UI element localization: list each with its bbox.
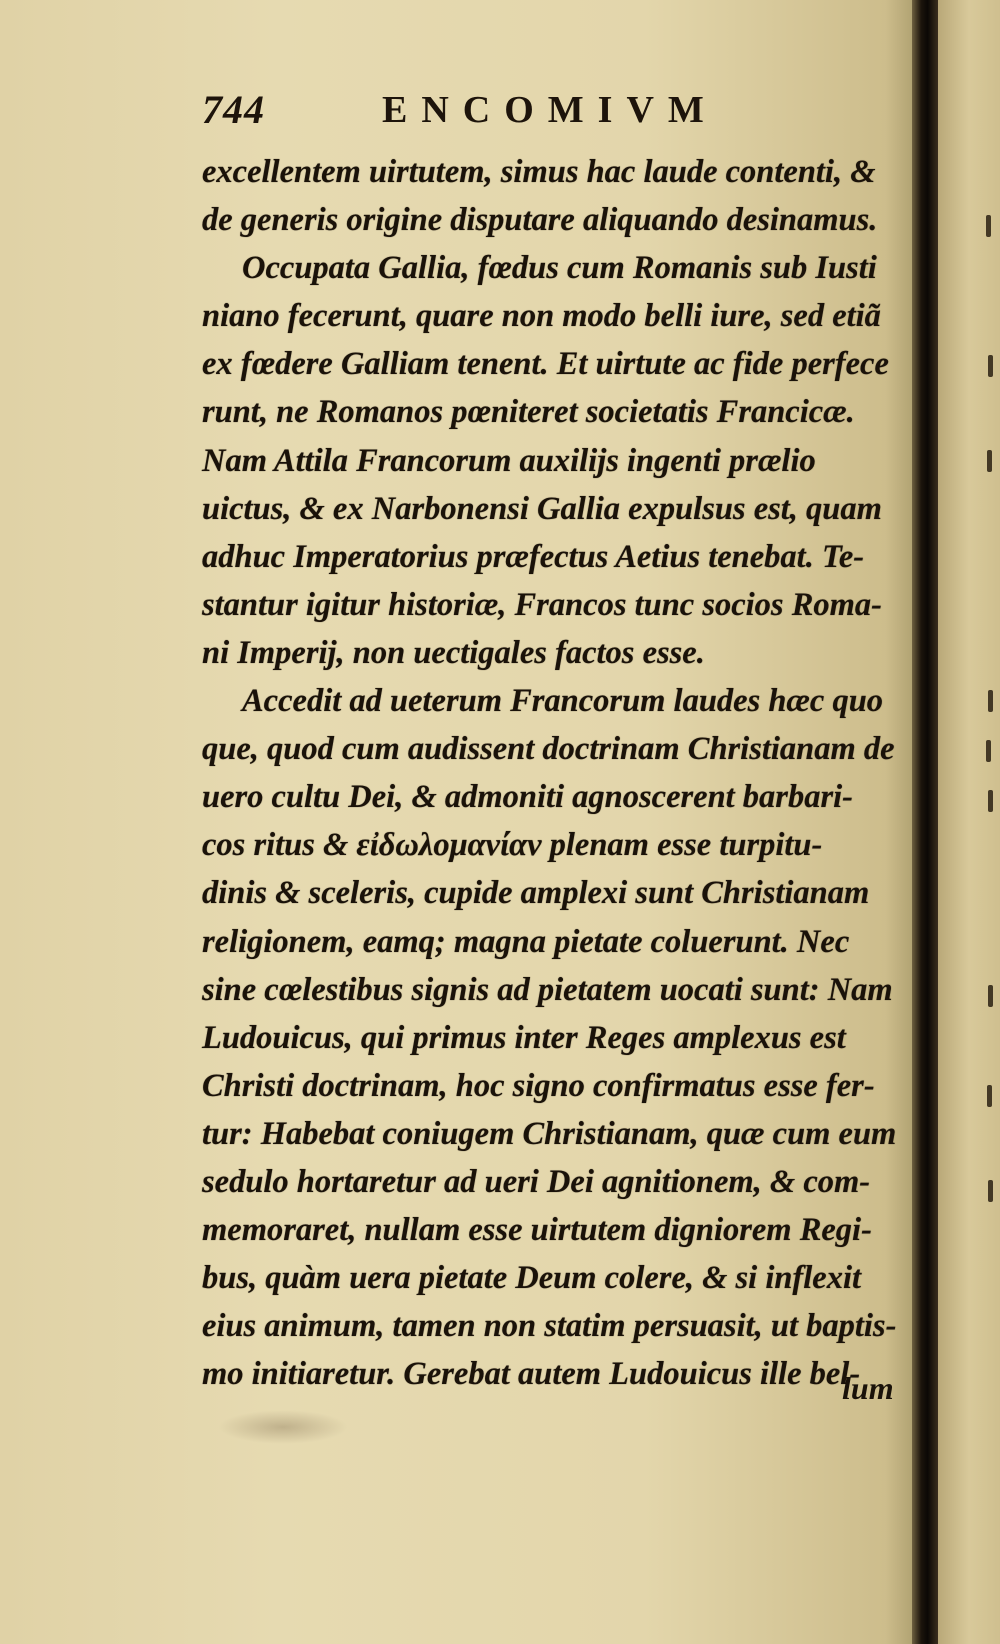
text-line: religionem, eamq; magna pietate coluerunt. Nec bbox=[202, 923, 850, 960]
text-line: runt, ne Romanos pœniteret societatis Francicæ. bbox=[202, 394, 855, 431]
text-line: Occupata Gallia, fœdus cum Romanis sub Iusti bbox=[242, 250, 877, 287]
running-head: ENCOMIVM bbox=[382, 89, 718, 131]
page-header bbox=[202, 86, 882, 136]
text-line: de generis origine disputare aliquando desinamus. bbox=[202, 202, 878, 239]
facing-page-ink-mark bbox=[988, 790, 993, 812]
text-line: eius animum, tamen non statim persuasit, ut baptis- bbox=[202, 1308, 897, 1345]
text-line: Nam Attila Francorum auxilijs ingenti prælio bbox=[202, 442, 816, 479]
text-line: sine cœlestibus signis ad pietatem uocati sunt: Nam bbox=[202, 971, 893, 1008]
facing-page-ink-mark bbox=[987, 450, 992, 472]
text-line: niano fecerunt, quare non modo belli iure, sed etiã bbox=[202, 298, 881, 335]
text-line: sedulo hortaretur ad ueri Dei agnitionem, & com- bbox=[202, 1163, 871, 1200]
book-gutter bbox=[912, 0, 938, 1644]
text-line: dinis & sceleris, cupide amplexi sunt Christianam bbox=[202, 875, 870, 912]
text-line: bus, quàm uera pietate Deum colere, & si inflexit bbox=[202, 1260, 862, 1297]
ink-smudge bbox=[218, 1410, 348, 1444]
body-text bbox=[202, 148, 897, 1398]
text-line: ex fœdere Galliam tenent. Et uirtute ac fide perfece bbox=[202, 346, 889, 383]
text-line: cos ritus & εἰδωλομανίαν plenam esse turpitu- bbox=[202, 827, 823, 864]
text-line: memoraret, nullam esse uirtutem digniorem Regi- bbox=[202, 1212, 872, 1249]
facing-page-ink-mark bbox=[987, 1085, 992, 1107]
facing-page-ink-mark bbox=[988, 1180, 993, 1202]
text-line: mo initiaretur. Gerebat autem Ludouicus ille bel- bbox=[202, 1356, 861, 1393]
text-line: ni Imperij, non uectigales factos esse. bbox=[202, 634, 705, 671]
page-number: 744 bbox=[202, 87, 265, 132]
text-line: Ludouicus, qui primus inter Reges amplexus est bbox=[202, 1019, 846, 1056]
text-line: que, quod cum audissent doctrinam Christianam de bbox=[202, 731, 895, 768]
text-line: stantur igitur historiæ, Francos tunc socios Roma- bbox=[202, 586, 882, 623]
facing-page-edge bbox=[938, 0, 1000, 1644]
facing-page-ink-mark bbox=[988, 985, 993, 1007]
text-line: Accedit ad ueterum Francorum laudes hæc quo bbox=[242, 683, 884, 720]
text-line: Christi doctrinam, hoc signo confirmatus esse fer- bbox=[202, 1067, 875, 1104]
text-line: uictus, & ex Narbonensi Gallia expulsus est, quam bbox=[202, 490, 882, 527]
text-line: uero cultu Dei, & admoniti agnoscerent barbari- bbox=[202, 779, 853, 816]
facing-page-ink-mark bbox=[988, 355, 993, 377]
facing-page-ink-mark bbox=[986, 740, 991, 762]
text-line: adhuc Imperatorius præfectus Aetius tenebat. Te- bbox=[202, 538, 865, 575]
text-line: tur: Habebat coniugem Christianam, quæ cum eum bbox=[202, 1115, 897, 1152]
facing-page-ink-mark bbox=[988, 690, 993, 712]
catchword: lum bbox=[842, 1370, 894, 1406]
facing-page-ink-mark bbox=[986, 215, 991, 237]
text-line: excellentem uirtutem, simus hac laude contenti, & bbox=[202, 154, 876, 190]
